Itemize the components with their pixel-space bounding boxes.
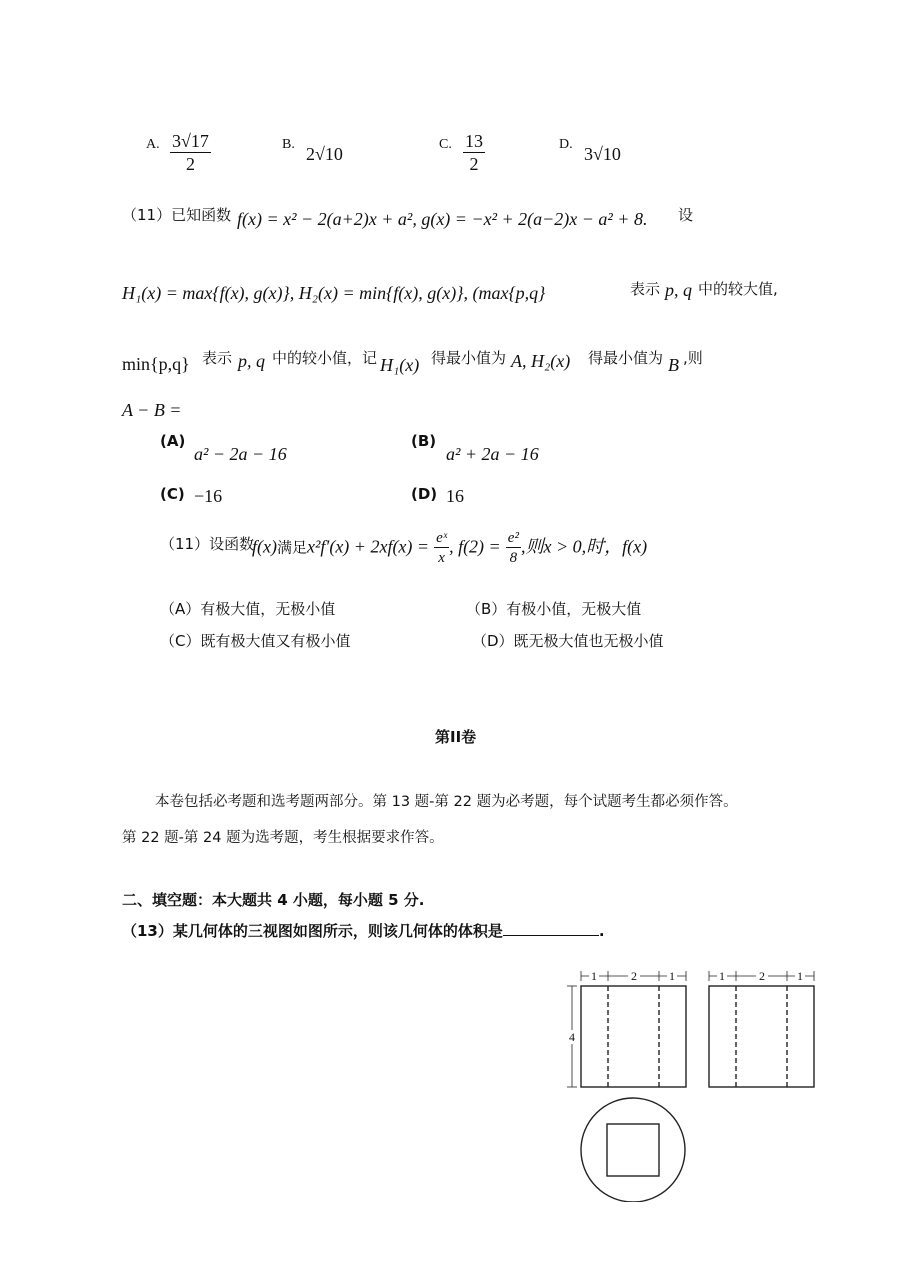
side-view-rect	[709, 986, 814, 1087]
q10-option-c-label: C.	[439, 137, 452, 152]
q11a-option-b-value: a² + 2a − 16	[446, 444, 539, 464]
q11a-line3-text2: 中的较小值，记	[272, 349, 378, 367]
q11a-line2-text1: 表示	[630, 280, 661, 298]
q11a-line3-text4: 得最小值为	[588, 349, 664, 367]
q10-option-d-label: D.	[559, 137, 573, 152]
q10-option-d-value: 3√10	[584, 144, 621, 164]
top-view-circle	[581, 1098, 685, 1202]
q11b-option-b: （B）有极小值，无极大值	[466, 600, 642, 618]
side-dim-3: 1	[797, 969, 803, 983]
q11b-option-c: （C）既有极大值又有极小值	[160, 632, 351, 650]
q11b-formula: f(x)满足x²f′(x) + 2xf(x) = $\frac{\text{eˣ}}{x}$ , f(2) = $\frac{\text{e²}}{8}$ ,则x > 0,时，f(x)	[252, 530, 648, 566]
part2-intro-line2: 第 22 题-第 24 题为选考题，考生根据要求作答。	[122, 830, 444, 846]
height-dim: 4	[569, 1030, 575, 1044]
q11a-line3-b: B	[668, 355, 679, 375]
side-dim-2: 2	[759, 969, 765, 983]
q11a-line3-text5: ,则	[683, 349, 703, 367]
q11a-formula: f(x) = x² − 2(a+2)x + a², g(x) = −x² + 2(a−2)x − a² + 8.	[237, 209, 648, 229]
three-view-figure	[560, 962, 830, 1202]
part2-heading: 第II卷	[435, 728, 477, 746]
front-view-rect	[581, 986, 686, 1087]
part2-intro-line1: 本卷包括必考题和选考题两部分。第 13 题-第 22 题为必考题，每个试题考生都必须作答。	[155, 794, 738, 810]
q11a-suffix: 设	[678, 206, 694, 224]
q11a-line3-pq: p, q	[238, 351, 265, 371]
q11a-line2-pq: p, q	[665, 280, 692, 300]
q10-option-b-value: 2√10	[306, 144, 343, 164]
front-dim-3: 1	[669, 969, 675, 983]
q11a-option-c-label: (C)	[160, 485, 185, 503]
q11b-option-a: （A）有极大值，无极小值	[160, 600, 336, 618]
q11a-line3-h1: H₁(x)	[380, 355, 420, 375]
q11a-line3-text1: 表示	[202, 349, 233, 367]
front-dim-1: 1	[591, 969, 597, 983]
q11a-prefix: （11）已知函数	[122, 206, 232, 224]
q11a-option-b-label: (B)	[411, 432, 437, 450]
top-view-square	[607, 1124, 659, 1176]
q11a-option-c-value: −16	[194, 486, 223, 506]
q11a-line3-a: A, H₂(x)	[511, 351, 571, 371]
q11a-option-a-value: a² − 2a − 16	[194, 444, 287, 464]
front-dim-2: 2	[631, 969, 637, 983]
q11a-line2-formula: H₁(x) = max{f(x), g(x)}, H₂(x) = min{f(x), g(x)}, (max{p,q}	[122, 283, 546, 303]
q10-option-b-label: B.	[282, 137, 295, 152]
q11a-line3-text3: 得最小值为	[431, 349, 507, 367]
q10-option-c-value: $\frac{13}{2}$	[465, 131, 483, 174]
q11a-option-d-value: 16	[446, 486, 464, 506]
q11a-option-d-label: (D)	[411, 485, 438, 503]
side-dim-1: 1	[719, 969, 725, 983]
q11a-line4: A − B =	[122, 400, 182, 420]
q13-text: （13）某几何体的三视图如图所示，则该几何体的体积是 .	[122, 922, 605, 940]
q11b-option-d: （D）既无极大值也无极小值	[472, 632, 664, 650]
q10-option-a-value: $\frac{3√17}{2}$	[172, 131, 209, 174]
q11a-option-a-label: (A)	[160, 432, 186, 450]
section-fill-in-heading: 二、填空题：本大题共 4 小题，每小题 5 分.	[122, 891, 425, 909]
q11a-line2-text2: 中的较大值,	[698, 280, 778, 298]
q11a-line3-min: min{p,q}	[122, 354, 190, 374]
q11b-prefix: （11）设函数	[160, 535, 255, 553]
q10-option-a-label: A.	[146, 137, 160, 152]
